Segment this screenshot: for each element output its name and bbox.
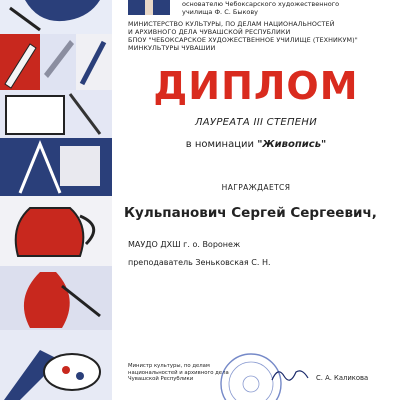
- art-tile-brush: [76, 34, 112, 90]
- art-tile-pencil: [0, 34, 40, 90]
- diploma-subtitle: ЛАУРЕАТА III СТЕПЕНИ: [194, 117, 318, 128]
- recipient-school: МАУДО ДХШ г. о. Воронеж: [128, 240, 241, 249]
- awarded-label: НАГРАЖДАЕТСЯ: [221, 183, 291, 192]
- header-dedication-line1: основателю Чебоксарского художественного: [182, 0, 340, 8]
- header-dedication-line2: училища Ф. С. Быкову: [182, 8, 259, 16]
- diploma-title: ДИПЛОМ: [153, 64, 359, 108]
- art-tile-compass: [0, 90, 112, 138]
- handwritten-signature: [270, 362, 310, 386]
- art-tile-vase: [0, 266, 112, 330]
- art-tile-ruler: [40, 34, 76, 90]
- decorative-art-strip: [0, 0, 112, 400]
- art-tile-top: [0, 0, 112, 34]
- signatory-position: Министр культуры, по делам национальностей и архивного дела Чувашской Республики: [128, 363, 229, 382]
- signatory-name: С. А. Каликова: [316, 374, 369, 382]
- founder-portrait: [128, 0, 170, 15]
- organization-line1: МИНИСТЕРСТВО КУЛЬТУРЫ, ПО ДЕЛАМ НАЦИОНАЛЬНОСТЕЙ: [128, 20, 335, 28]
- nomination-name: "Живопись": [257, 139, 327, 150]
- organization-line4: МИНКУЛЬТУРЫ ЧУВАШИИ: [128, 44, 216, 52]
- organization-line3: БПОУ "ЧЕБОКСАРСКОЕ ХУДОЖЕСТВЕННОЕ УЧИЛИЩЕ (ТЕХНИКУМ)": [128, 36, 358, 44]
- nomination-prefix: в номинации: [185, 139, 258, 150]
- recipient-name: Кульпанович Сергей Сергеевич,: [124, 205, 377, 221]
- art-tile-jug: [0, 196, 112, 266]
- nomination-line: [112, 139, 400, 150]
- recipient-teacher: преподаватель Зеньковская С. Н.: [128, 258, 271, 267]
- art-tile-palette: [0, 330, 112, 400]
- art-tile-easel: [0, 138, 112, 196]
- organization-line2: И АРХИВНОГО ДЕЛА ЧУВАШСКОЙ РЕСПУБЛИКИ: [128, 28, 291, 36]
